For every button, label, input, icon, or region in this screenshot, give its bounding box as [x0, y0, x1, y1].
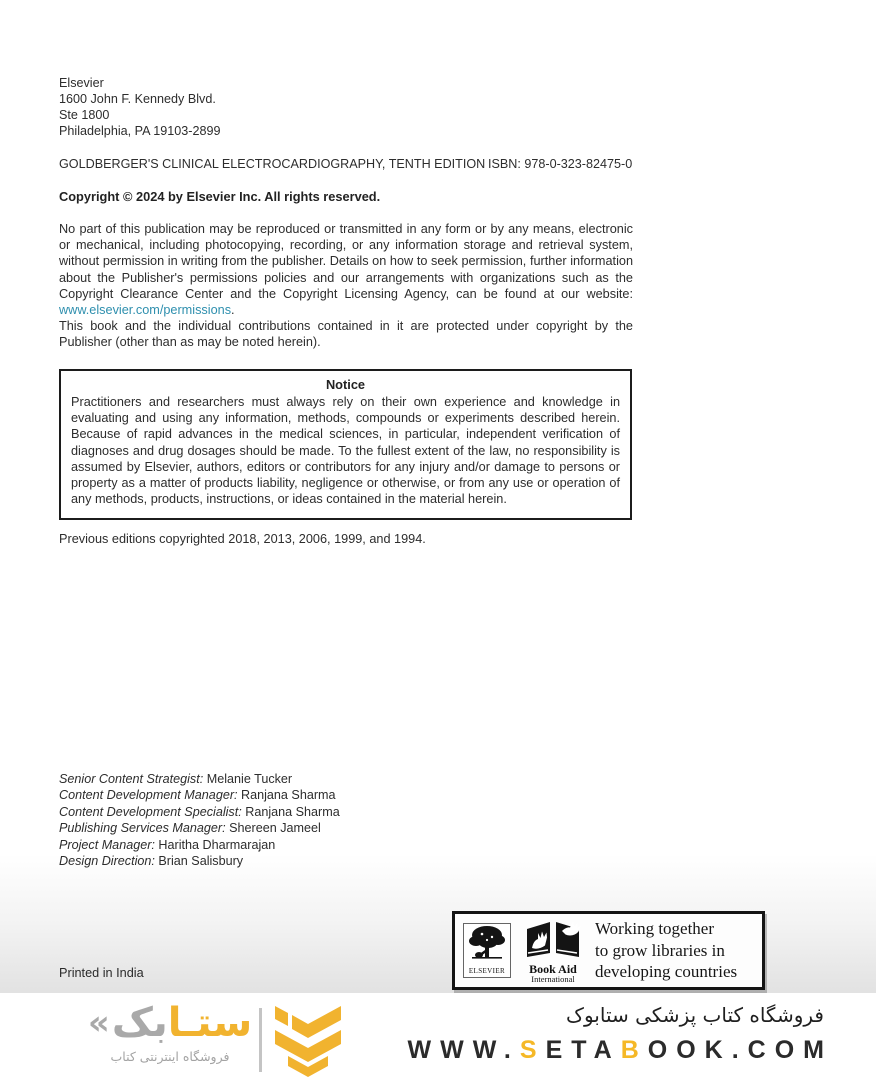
- book-aid-banner: [452, 911, 765, 990]
- publisher-address: [59, 75, 221, 139]
- address-city: Philadelphia, PA 19103-2899: [59, 124, 221, 139]
- elsevier-tree-icon: [467, 924, 507, 967]
- book-aid-subname: International: [531, 974, 575, 984]
- footer-divider: [259, 1008, 262, 1072]
- notice-box: [59, 369, 632, 520]
- permissions-link[interactable]: www.elsevier.com/permissions: [59, 303, 232, 318]
- copyright-line: Copyright © 2024 by Elsevier Inc. All rights reserved.: [59, 189, 381, 204]
- book-title: GOLDBERGER'S CLINICAL ELECTROCARDIOGRAPHY, TENTH EDITION: [59, 157, 486, 171]
- credit-row: Content Development Manager: Ranjana Sharma: [59, 788, 336, 803]
- address-suite: Ste 1800: [59, 108, 110, 123]
- setabook-wordmark: « بک ستـا: [87, 1000, 253, 1046]
- credit-row: Senior Content Strategist: Melanie Tucker: [59, 772, 293, 786]
- permissions-text: No part of this publication may be reproduced or transmitted in any form or by any means, electronic or mechanical, including photocopying, recording, or any information storage and retrieval system, without permission in writing from the publisher. Details on how to seek permission, further information about the Publisher's permissions policies and our arrangements with organizations such as the Copyright Clearance Center and the Copyright Licensing Agency, can be found at our website:: [59, 222, 633, 301]
- book-aid-books-icon: [524, 920, 582, 963]
- publisher-name: Elsevier: [59, 76, 104, 90]
- footer-right: [407, 1003, 833, 1065]
- setabook-url[interactable]: WWW.SETABOOK.COM: [407, 1036, 833, 1064]
- credit-row: Content Development Specialist: Ranjana Sharma: [59, 804, 340, 819]
- notice-title: Notice: [325, 377, 366, 392]
- book-aid-logo: [520, 920, 586, 984]
- elsevier-logo: [463, 923, 511, 978]
- setabook-footer: [0, 993, 876, 1080]
- protection-paragraph: This book and the individual contributions contained in it are protected under copyright by the Publisher (other than as may be noted herein).: [59, 319, 633, 350]
- printed-in-line: Printed in India: [59, 966, 144, 980]
- isbn: ISBN: 978-0-323-82475-0: [488, 157, 633, 171]
- guillemet-icon: «: [87, 1003, 110, 1043]
- credit-row: Design Direction: Brian Salisbury: [59, 854, 244, 869]
- credit-row: Project Manager: Haritha Dharmarajan: [59, 837, 276, 852]
- setabook-chevron-icon: [271, 1002, 345, 1083]
- store-tagline: فروشگاه کتاب پزشکی ستابوک: [566, 1003, 824, 1027]
- credit-row: Publishing Services Manager: Shereen Jameel: [59, 821, 321, 836]
- previous-editions-line: Previous editions copyrighted 2018, 2013, 2006, 1999, and 1994.: [59, 532, 426, 546]
- book-aid-message: Working together to grow libraries in developing countries: [595, 919, 738, 982]
- permissions-paragraph: [59, 221, 633, 318]
- permissions-text-end: .: [231, 303, 235, 318]
- book-aid-name: Book Aid: [529, 962, 577, 976]
- staff-credits: [59, 771, 340, 869]
- title-isbn-row: [59, 157, 631, 171]
- notice-body: Practitioners and researchers must always rely on their own experience and knowledge in evaluating and using any information, methods, compounds or experiments described herein. Because of rapid advances in the medical sciences, in particular, independent verification of diagnoses and drug dosages should be made. To the fullest extent of the law, no responsibility is assumed by Elsevier, authors, editors or contributors for any injury and/or damage to persons or property as a matter of products liability, negligence or otherwise, or from any use or operation of any methods, products, instructions, or ideas contained in the material herein.: [71, 395, 620, 507]
- setabook-logo-subtitle: فروشگاه اینترنتی کتاب: [110, 1049, 230, 1064]
- elsevier-label: ELSEVIER: [468, 967, 506, 975]
- address-street: 1600 John F. Kennedy Blvd.: [59, 92, 216, 107]
- setabook-logo[interactable]: [84, 1000, 256, 1064]
